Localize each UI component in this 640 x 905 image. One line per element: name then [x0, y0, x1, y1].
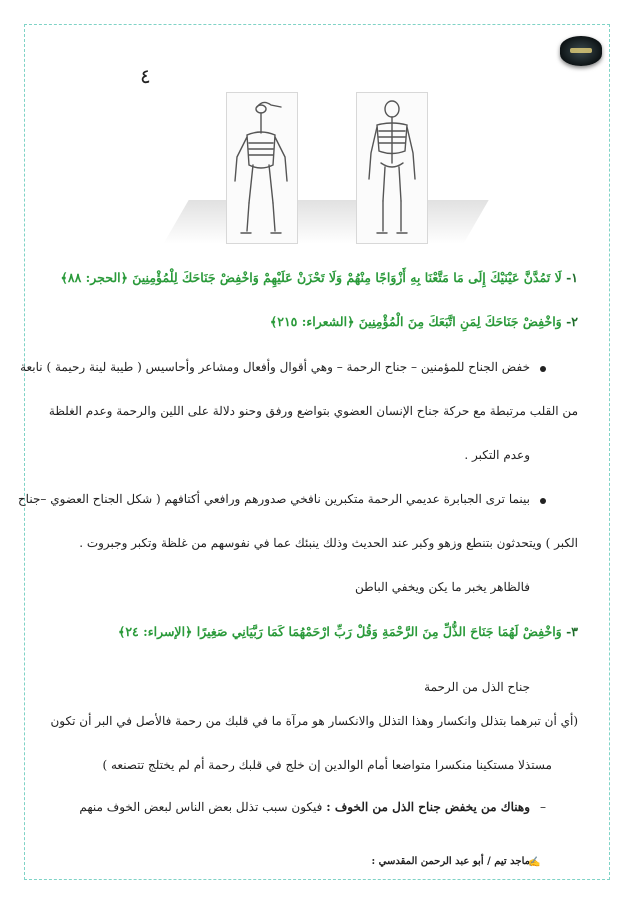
section-3-line-2: مستذلا مستكينا منكسرا متواضعا أمام الوالدين إن خلج في قلبك رحمة أم لم يختلج تتصنعه )	[102, 758, 552, 772]
human-skeleton-icon	[357, 93, 427, 243]
verse-2	[270, 314, 578, 329]
verse-1	[61, 270, 578, 285]
verse-3-text: وَاخْفِضْ لَهُمَا جَنَاحَ الذُّلِّ مِنَ الرَّحْمَةِ وَقُلْ رَبِّ ارْحَمْهُمَا كَمَا رَبَّيَانِي صَغِيرًا ﴿الإسراء: ٢٤﴾	[117, 624, 562, 639]
fear-rest-text: فيكون سبب تذلل بعض الناس لبعض الخوف منهم	[79, 800, 327, 814]
bullet-2-line-1: بينما ترى الجبابرة عديمي الرحمة متكبرين نافخي صدورهم ورافعي أكتافهم ( شكل الجناح العضوي –جناح	[17, 492, 530, 506]
verse-1-text: لَا تَمُدَّنَّ عَيْنَيْكَ إِلَى مَا مَتَّعْنَا بِهِ أَزْوَاجًا مِنْهُمْ وَلَا تَحْزَنْ عَلَيْهِمْ وَاخْفِضْ جَنَاحَكَ لِلْمُؤْمِنِينَ ﴿الحجر: ٨٨﴾	[60, 270, 562, 285]
verse-2-text: وَاخْفِضْ جَنَاحَكَ لِمَنِ اتَّبَعَكَ مِنَ الْمُؤْمِنِينَ ﴿الشعراء: ٢١٥﴾	[269, 314, 562, 329]
fear-lead-text: وهناك من يخفض جناح الذل من الخوف :	[326, 800, 530, 814]
human-skeleton-figure	[356, 92, 428, 244]
bullet-1-line-2: من القلب مرتبطة مع حركة جناح الإنسان العضوي بتواضع ورفق وحنو دلالة على اللين والرحمة وعدم الغلظة	[48, 404, 578, 418]
logo-icon	[560, 36, 602, 66]
bullet-2-dot	[540, 498, 546, 504]
bullet-1-line-1: خفض الجناح للمؤمنين – جناح الرحمة – وهي أقوال وأفعال ومشاعر وأحاسيس ( طيبة لينة رحيمة ) نابعة	[20, 360, 530, 374]
bullet-2-line-2: الكبر ) ويتحدثون بتنطع وزهو وكبر عند الحديث وذلك ينبئك عما في نفوسهم من غلظة وتكبر وجبروت .	[79, 536, 578, 550]
section-3-line-3	[60, 800, 530, 814]
page-number: ٤	[140, 64, 151, 88]
bird-skeleton-figure	[226, 92, 298, 244]
bullet-1-dot	[540, 366, 546, 372]
dash-marker: –	[540, 800, 546, 814]
footer-author: ماجد تيم / أبو عبد الرحمن المقدسي :	[371, 856, 530, 867]
verse-3-number: ٣-	[566, 624, 578, 639]
figure-shadow	[163, 200, 488, 244]
bird-skeleton-icon	[227, 93, 297, 243]
quill-icon: ✍	[528, 857, 541, 868]
verse-1-number: ١-	[566, 270, 578, 285]
section-3-heading: جناح الذل من الرحمة	[424, 680, 530, 694]
section-3-line-1: (أي أن تبرهما بتذلل وانكسار وهذا التذلل والانكسار هو مرآة ما في قلبك من رحمة فالأصل في البر أن تكون	[50, 714, 578, 728]
verse-2-number: ٢-	[566, 314, 578, 329]
verse-3	[118, 624, 578, 639]
bullet-1-line-3: وعدم التكبر .	[464, 448, 530, 462]
bullet-2-line-3: فالظاهر يخبر ما يكن ويخفي الباطن	[355, 580, 530, 594]
